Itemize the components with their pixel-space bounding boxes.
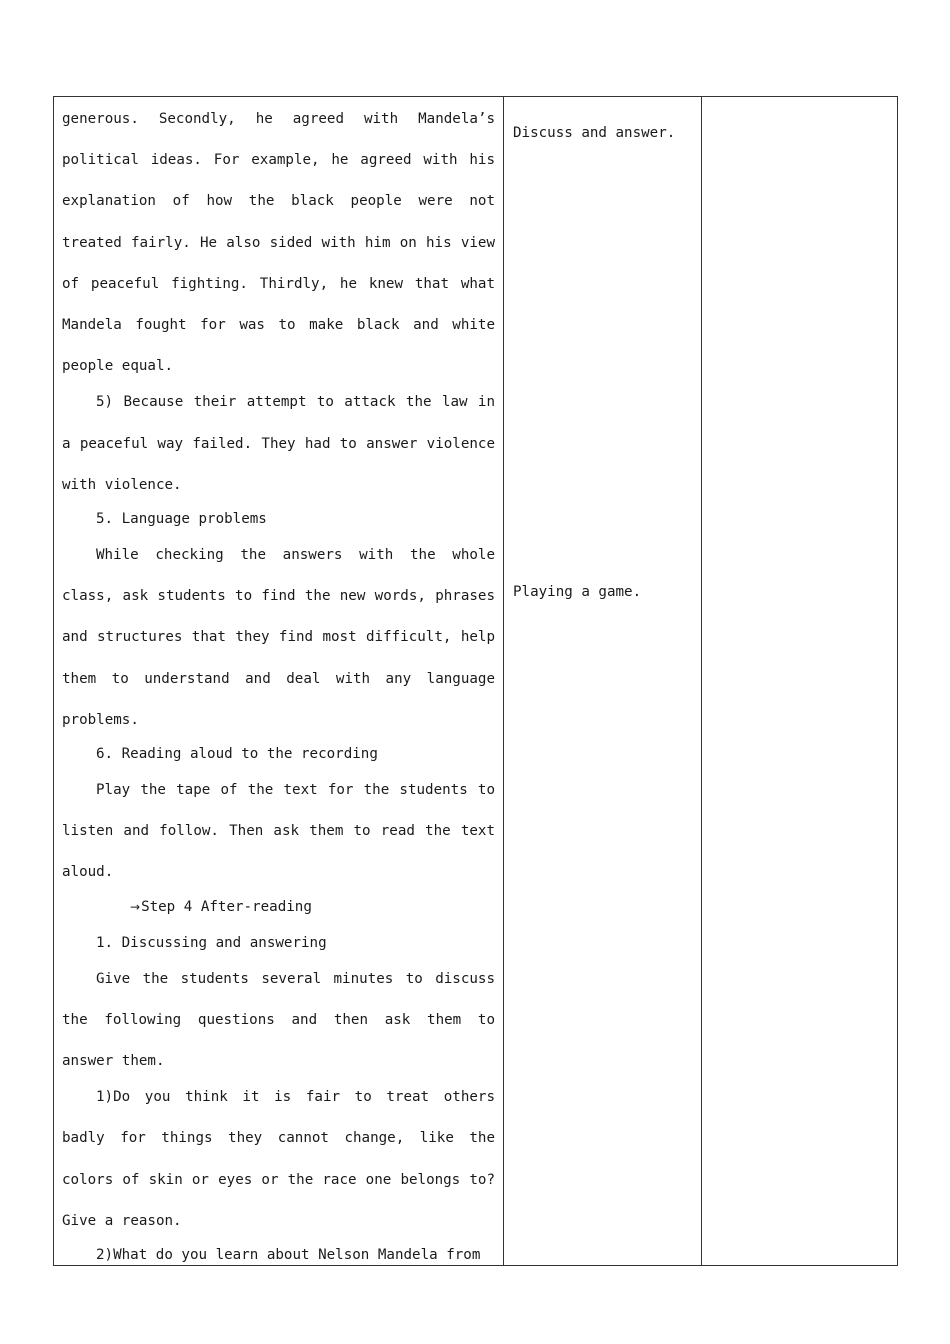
discussing-text: Give the students several minutes to discuss the following questions and then ask them to answer them.	[62, 970, 495, 1070]
heading-step-4	[62, 889, 495, 925]
activity-game: Playing a game.	[513, 584, 642, 600]
heading-reading-aloud: 6. Reading aloud to the recording	[96, 746, 378, 763]
lesson-plan-table	[53, 96, 898, 1266]
language-problems-text: While checking the answers with the whole class, ask students to find the new words, phrases and structures that they find most difficult, help them to understand and deal with any language problems.	[62, 547, 495, 728]
question-2: 2)What do you learn about Nelson Mandela from	[96, 1247, 481, 1264]
heading-language-problems: 5. Language problems	[96, 511, 267, 528]
teaching-content	[54, 97, 503, 1265]
activity-discuss: Discuss and answer.	[513, 125, 676, 141]
reading-aloud-text: Play the tape of the text for the students to listen and follow. Then ask them to read the text aloud.	[62, 782, 495, 881]
teaching-content-cell	[54, 97, 504, 1266]
table-row	[54, 97, 898, 1266]
question-1: 1)Do you think it is fair to treat others badly for things they cannot change, like the colors of skin or eyes or the race one belongs to? Give a reason.	[62, 1089, 495, 1229]
step-4-label: Step 4 After-reading	[141, 898, 312, 915]
answer-5: 5) Because their attempt to attack the law in a peaceful way failed. They had to answer violence with violence.	[62, 394, 495, 493]
heading-discussing: 1. Discussing and answering	[96, 934, 327, 951]
student-activity-cell	[504, 97, 702, 1266]
answer-4-continued: generous. Secondly, he agreed with Mandela’s political ideas. For example, he agreed with his explanation of how the black people were not treated fairly. He also sided with him on his view of peaceful fighting. Thirdly, he knew that what Mandela fought for was to make black and white people equal.	[62, 111, 495, 375]
notes-cell	[702, 97, 898, 1266]
arrow-icon: →	[130, 899, 141, 914]
